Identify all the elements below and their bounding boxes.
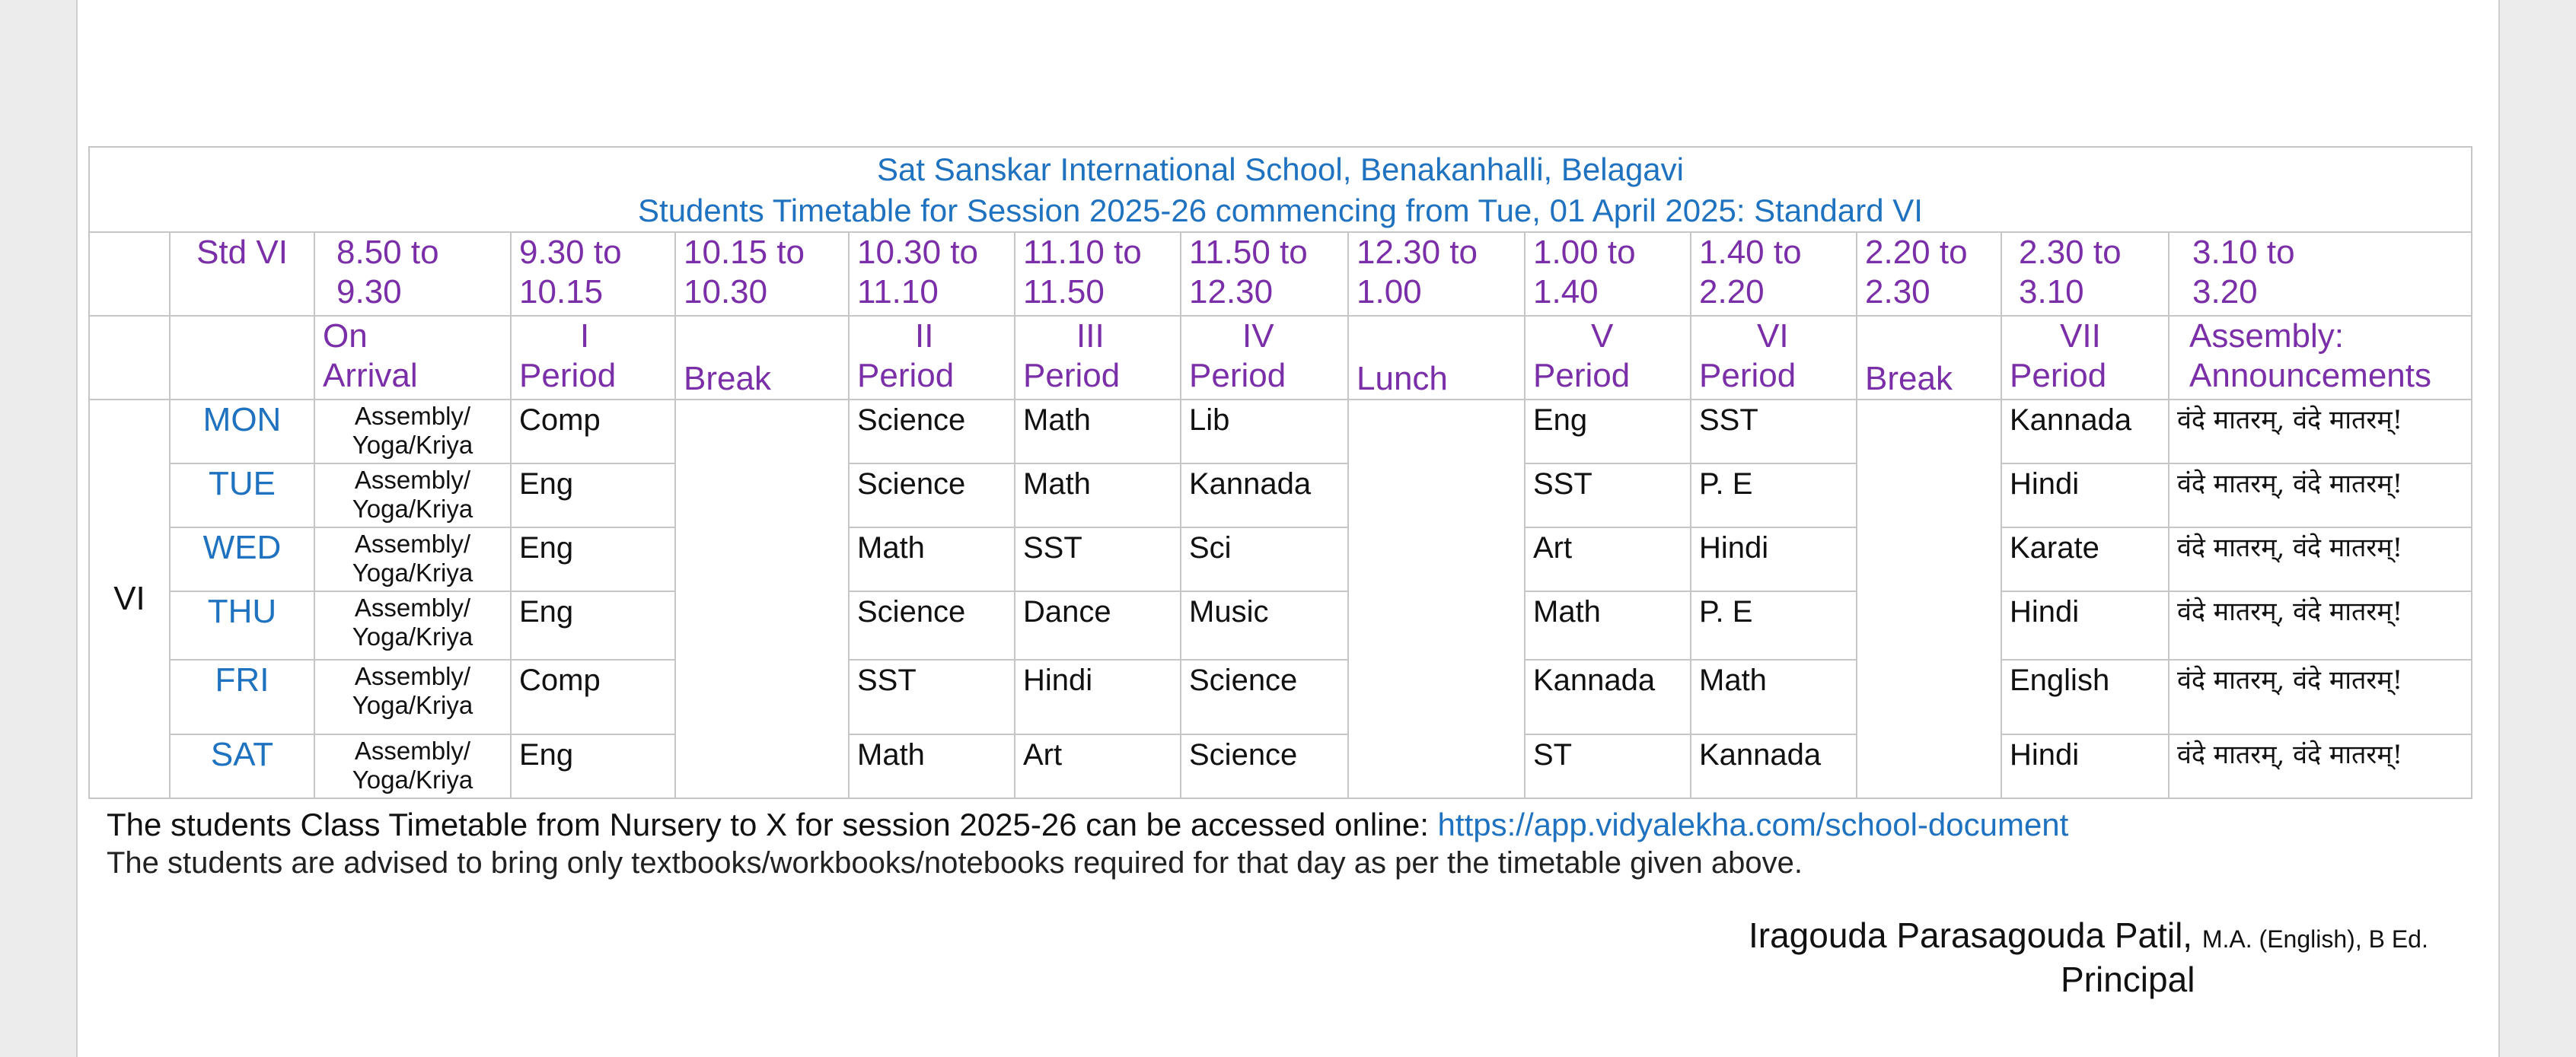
period-7-cell: Hindi <box>2001 463 2169 527</box>
break-column <box>675 400 849 798</box>
period-6-cell: SST <box>1691 400 1857 463</box>
table-row <box>89 734 2472 798</box>
time-1: 9.30 to 10.15 <box>511 232 675 316</box>
timetable-link[interactable]: https://app.vidyalekha.com/school-document <box>1437 807 2069 842</box>
online-note-text: The students Class Timetable from Nursery to X for session 2025-26 can be accessed online: <box>107 807 1429 842</box>
principal-signature <box>1749 915 2428 956</box>
lunch-column <box>1348 400 1525 798</box>
period-1-cell: Eng <box>511 463 675 527</box>
time-4: 11.10 to 11.50 <box>1015 232 1181 316</box>
period-8: VI Period <box>1691 316 1857 400</box>
period-1-cell: Comp <box>511 400 675 463</box>
period-3-cell: Math <box>1015 400 1181 463</box>
time-7: 1.00 to 1.40 <box>1525 232 1691 316</box>
time-10: 2.30 to 3.10 <box>2001 232 2169 316</box>
time-row <box>89 232 2472 316</box>
arrival-cell: Assembly/ Yoga/Kriya <box>314 591 511 660</box>
day-cell: TUE <box>170 463 314 527</box>
timetable-sheet <box>88 146 2471 799</box>
online-note <box>88 807 2471 843</box>
period-4-cell: Kannada <box>1181 463 1348 527</box>
table-row <box>89 463 2472 527</box>
day-cell: MON <box>170 400 314 463</box>
period-3-cell: Art <box>1015 734 1181 798</box>
period-7-cell: Kannada <box>2001 400 2169 463</box>
period-1-cell: Comp <box>511 660 675 734</box>
period-7-cell: Hindi <box>2001 591 2169 660</box>
time-2: 10.15 to 10.30 <box>675 232 849 316</box>
period-3-cell: Hindi <box>1015 660 1181 734</box>
time-5: 11.50 to 12.30 <box>1181 232 1348 316</box>
break-column <box>1857 400 2001 798</box>
period-10: VII Period <box>2001 316 2169 400</box>
period-2-cell: Science <box>849 591 1015 660</box>
period-3-cell: Dance <box>1015 591 1181 660</box>
period-6-cell: P. E <box>1691 463 1857 527</box>
table-row <box>89 400 2472 463</box>
period-5-cell: Kannada <box>1525 660 1691 734</box>
title-cell <box>89 147 2472 232</box>
period-6-cell: Math <box>1691 660 1857 734</box>
period-5-cell: SST <box>1525 463 1691 527</box>
announcement-cell: वंदे मातरम्, वंदे मातरम्! <box>2169 660 2472 734</box>
period-4: III Period <box>1015 316 1181 400</box>
period-6-cell: Kannada <box>1691 734 1857 798</box>
announcement-cell: वंदे मातरम्, वंदे मातरम्! <box>2169 463 2472 527</box>
timetable-table <box>88 146 2472 799</box>
arrival-cell: Assembly/ Yoga/Kriya <box>314 400 511 463</box>
period-4-cell: Sci <box>1181 527 1348 591</box>
time-0: 8.50 to 9.30 <box>314 232 511 316</box>
principal-name: Iragouda Parasagouda Patil, <box>1749 915 2193 955</box>
period-2-cell: Math <box>849 527 1015 591</box>
period-5-cell: Art <box>1525 527 1691 591</box>
blank-cell <box>89 316 170 400</box>
announcement-cell: वंदे मातरम्, वंदे मातरम्! <box>2169 591 2472 660</box>
announcement-cell: वंदे मातरम्, वंदे मातरम्! <box>2169 527 2472 591</box>
announcement-cell: वंदे मातरम्, वंदे मातरम्! <box>2169 734 2472 798</box>
time-11: 3.10 to 3.20 <box>2169 232 2472 316</box>
period-2-cell: Science <box>849 400 1015 463</box>
period-1-cell: Eng <box>511 734 675 798</box>
blank-cell <box>170 316 314 400</box>
period-1-cell: Eng <box>511 527 675 591</box>
period-3: II Period <box>849 316 1015 400</box>
period-7-cell: English <box>2001 660 2169 734</box>
timetable-subtitle: Students Timetable for Session 2025-26 commencing from Tue, 01 April 2025: Standard VI <box>638 193 1923 228</box>
period-4-cell: Science <box>1181 660 1348 734</box>
day-cell: WED <box>170 527 314 591</box>
table-row <box>89 660 2472 734</box>
arrival-cell: Assembly/ Yoga/Kriya <box>314 463 511 527</box>
time-9: 2.20 to 2.30 <box>1857 232 2001 316</box>
period-3-cell: Math <box>1015 463 1181 527</box>
advice-note: The students are advised to bring only textbooks/workbooks/notebooks required for that day as per the timetable given above. <box>107 846 1803 880</box>
period-5-cell: Math <box>1525 591 1691 660</box>
period-2: Break <box>675 316 849 400</box>
period-6: Lunch <box>1348 316 1525 400</box>
period-3-cell: SST <box>1015 527 1181 591</box>
arrival-cell: Assembly/ Yoga/Kriya <box>314 660 511 734</box>
period-1: I Period <box>511 316 675 400</box>
period-5-cell: Eng <box>1525 400 1691 463</box>
period-4-cell: Music <box>1181 591 1348 660</box>
period-9: Break <box>1857 316 2001 400</box>
period-7-cell: Hindi <box>2001 734 2169 798</box>
period-5: IV Period <box>1181 316 1348 400</box>
footer-notes <box>88 807 2471 880</box>
std-header: Std VI <box>170 232 314 316</box>
period-7-cell: Karate <box>2001 527 2169 591</box>
period-2-cell: Science <box>849 463 1015 527</box>
time-6: 12.30 to 1.00 <box>1348 232 1525 316</box>
period-row <box>89 316 2472 400</box>
period-5-cell: ST <box>1525 734 1691 798</box>
table-row <box>89 591 2472 660</box>
time-8: 1.40 to 2.20 <box>1691 232 1857 316</box>
arrival-cell: Assembly/ Yoga/Kriya <box>314 734 511 798</box>
period-6-cell: Hindi <box>1691 527 1857 591</box>
principal-qualifications: M.A. (English), B Ed. <box>2201 925 2428 953</box>
period-11: Assembly: Announcements <box>2169 316 2472 400</box>
standard-cell: VI <box>89 400 170 798</box>
document-page <box>76 0 2500 1057</box>
period-2-cell: SST <box>849 660 1015 734</box>
table-row <box>89 527 2472 591</box>
day-cell: SAT <box>170 734 314 798</box>
period-7: V Period <box>1525 316 1691 400</box>
time-3: 10.30 to 11.10 <box>849 232 1015 316</box>
period-4-cell: Lib <box>1181 400 1348 463</box>
day-cell: THU <box>170 591 314 660</box>
blank-cell <box>89 232 170 316</box>
principal-title: Principal <box>2061 960 2195 999</box>
period-4-cell: Science <box>1181 734 1348 798</box>
day-cell: FRI <box>170 660 314 734</box>
period-6-cell: P. E <box>1691 591 1857 660</box>
period-1-cell: Eng <box>511 591 675 660</box>
announcement-cell: वंदे मातरम्, वंदे मातरम्! <box>2169 400 2472 463</box>
school-name: Sat Sanskar International School, Benakanhalli, Belagavi <box>876 151 1684 187</box>
period-0: On Arrival <box>314 316 511 400</box>
arrival-cell: Assembly/ Yoga/Kriya <box>314 527 511 591</box>
period-2-cell: Math <box>849 734 1015 798</box>
